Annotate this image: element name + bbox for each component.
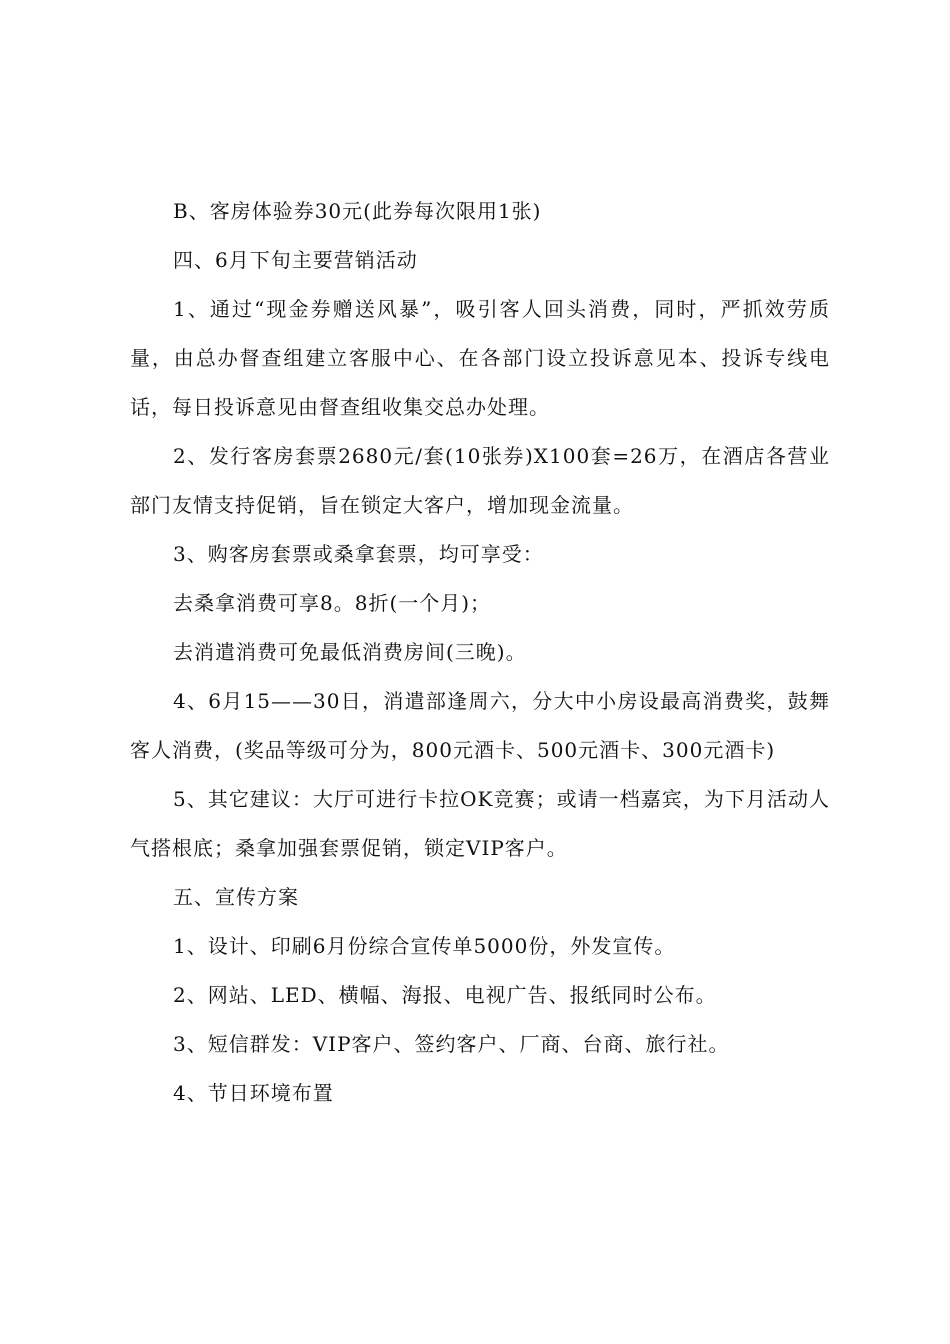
paragraph-promo-4: 4、节日环境布置 [173,1081,334,1105]
paragraph-promo-3: 3、短信群发：VIP客户、签约客户、厂商、台商、旅行社。 [173,1032,730,1056]
heading-section-four: 四、6月下旬主要营销活动 [173,248,418,272]
paragraph-item-4: 4、6月15——30日，消遣部逢周六，分大中小房设最高消费奖，鼓舞客人消费，(奖品等级可分为，800元酒卡、500元酒卡、300元酒卡) [130,689,830,762]
paragraph-item-2: 2、发行客房套票2680元/套(10张券)X100套=26万，在酒店各营业部门友情支持促销，旨在锁定大客户，增加现金流量。 [130,444,830,517]
paragraph-promo-1: 1、设计、印刷6月份综合宣传单5000份，外发宣传。 [173,934,676,958]
paragraph-item-5: 5、其它建议：大厅可进行卡拉OK竞赛；或请一档嘉宾，为下月活动人气搭根底；桑拿加强套票促销，锁定VIP客户。 [130,787,830,860]
paragraph-sauna-discount: 去桑拿消费可享8。8折(一个月)； [173,591,492,615]
paragraph-coupon-b: B、客房体验券30元(此券每次限用1张) [173,199,542,223]
paragraph-promo-2: 2、网站、LED、横幅、海报、电视广告、报纸同时公布。 [173,983,717,1007]
document-body [130,187,830,1118]
paragraph-item-1: 1、通过“现金券赠送风暴”，吸引客人回头消费，同时，严抓效劳质量，由总办督查组建立客服中心、在各部门设立投诉意见本、投诉专线电话，每日投诉意见由督查组收集交总办处理。 [130,297,830,419]
paragraph-item-3: 3、购客房套票或桑拿套票，均可享受： [173,542,544,566]
heading-section-five: 五、宣传方案 [173,885,299,909]
paragraph-leisure-waiver: 去消遣消费可免最低消费房间(三晚)。 [173,640,527,664]
